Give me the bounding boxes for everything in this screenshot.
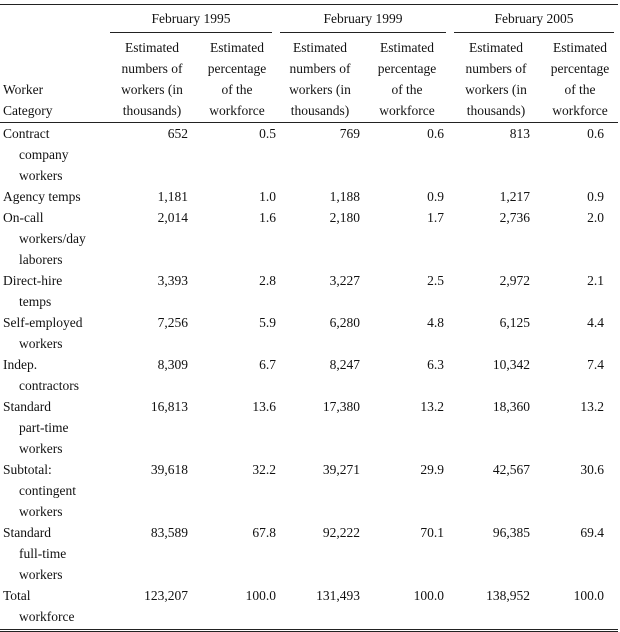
col-header-line: Estimated (125, 40, 179, 55)
col-header-line: thousands) (466, 103, 526, 118)
cell-percent: 2.5 (427, 273, 444, 288)
table-row (0, 459, 618, 522)
cell-percent: 0.6 (427, 126, 444, 141)
cell-count: 3,227 (329, 273, 360, 288)
cell-percent: 100.0 (413, 588, 444, 603)
col-header-line: workforce (379, 103, 435, 118)
row-label-line: Standard (3, 399, 51, 414)
workforce-table (0, 4, 618, 632)
group-label: February 1995 (151, 11, 231, 26)
row-label (0, 123, 106, 186)
cell-count: 813 (509, 126, 530, 141)
row-label (0, 312, 106, 354)
cell-percent: 7.4 (587, 357, 604, 372)
table-row (0, 186, 618, 207)
cell-count: 6,280 (329, 315, 360, 330)
row-label (0, 585, 106, 627)
cell-percent: 69.4 (580, 525, 604, 540)
row-label-line: workers/day (19, 231, 86, 246)
cell-percent: 4.4 (587, 315, 604, 330)
cell-count: 42,567 (492, 462, 530, 477)
cell-percent: 13.2 (420, 399, 444, 414)
table-row (0, 123, 618, 186)
cell-count: 2,736 (499, 210, 530, 225)
cell-count: 652 (167, 126, 188, 141)
cell-percent: 1.7 (427, 210, 444, 225)
cell-percent: 4.8 (427, 315, 444, 330)
col-header-line: numbers of (121, 61, 183, 76)
row-label (0, 354, 106, 396)
col-header-count (106, 37, 198, 121)
cell-count: 39,618 (150, 462, 188, 477)
table-body (0, 123, 618, 627)
cell-percent: 6.7 (259, 357, 276, 372)
table-row (0, 585, 618, 627)
row-label-line: workers (19, 168, 63, 183)
cell-percent: 32.2 (252, 462, 276, 477)
row-label-line: workers (19, 567, 63, 582)
cell-count: 92,222 (322, 525, 360, 540)
col-header-line: percentage (550, 61, 610, 76)
table-row (0, 270, 618, 312)
col-header-line: of the (221, 82, 253, 97)
cell-count: 131,493 (316, 588, 360, 603)
row-label-line: part-time (19, 420, 69, 435)
row-label-line: laborers (19, 252, 63, 267)
cell-count: 1,188 (329, 189, 360, 204)
col-header-count (450, 37, 542, 121)
cell-percent: 2.1 (587, 273, 604, 288)
cell-count: 8,247 (329, 357, 360, 372)
cell-count: 1,181 (157, 189, 188, 204)
cell-count: 8,309 (157, 357, 188, 372)
cell-count: 138,952 (486, 588, 530, 603)
cell-percent: 13.6 (252, 399, 276, 414)
col-header-line: of the (564, 82, 596, 97)
cell-count: 16,813 (150, 399, 188, 414)
table-row (0, 312, 618, 354)
col-header-line: workforce (552, 103, 608, 118)
cell-count: 6,125 (499, 315, 530, 330)
table-row (0, 354, 618, 396)
cell-count: 769 (339, 126, 360, 141)
group-label: February 1999 (323, 11, 403, 26)
col-header-line: workforce (209, 103, 265, 118)
group-underline (110, 32, 272, 33)
row-header-cell (0, 79, 106, 121)
row-label (0, 396, 106, 459)
cell-percent: 0.6 (587, 126, 604, 141)
row-header-line: Category (3, 103, 53, 118)
row-label-line: Self-employed (3, 315, 83, 330)
row-label-line: workers (19, 504, 63, 519)
cell-count: 10,342 (492, 357, 530, 372)
row-label-line: full-time (19, 546, 67, 561)
column-header-row (0, 33, 618, 121)
col-header-line: Estimated (469, 40, 523, 55)
cell-count: 18,360 (492, 399, 530, 414)
cell-percent: 2.8 (259, 273, 276, 288)
col-header-line: of the (391, 82, 423, 97)
row-label-line: On-call (3, 210, 44, 225)
cell-percent: 1.6 (259, 210, 276, 225)
col-header-line: Estimated (210, 40, 264, 55)
cell-percent: 6.3 (427, 357, 444, 372)
cell-count: 2,014 (157, 210, 188, 225)
cell-percent: 29.9 (420, 462, 444, 477)
group-underline (280, 32, 446, 33)
cell-count: 7,256 (157, 315, 188, 330)
cell-percent: 70.1 (420, 525, 444, 540)
cell-count: 2,180 (329, 210, 360, 225)
cell-percent: 67.8 (252, 525, 276, 540)
col-header-line: numbers of (465, 61, 527, 76)
cell-percent: 1.0 (259, 189, 276, 204)
row-label-line: Standard (3, 525, 51, 540)
col-header-line: Estimated (380, 40, 434, 55)
col-header-line: thousands) (290, 103, 350, 118)
row-label-line: Subtotal: (3, 462, 52, 477)
row-label-line: Agency temps (3, 189, 81, 204)
col-header-count (276, 37, 364, 121)
cell-percent: 30.6 (580, 462, 604, 477)
cell-percent: 0.9 (427, 189, 444, 204)
cell-count: 96,385 (492, 525, 530, 540)
group-header-1995 (106, 5, 276, 33)
col-header-line: Estimated (553, 40, 607, 55)
cell-count: 17,380 (322, 399, 360, 414)
col-header-percent (198, 37, 276, 121)
row-label-line: workers (19, 336, 63, 351)
row-label-line: Total (3, 588, 31, 603)
row-label-line: Direct-hire (3, 273, 63, 288)
row-label (0, 186, 106, 207)
col-header-line: thousands) (122, 103, 182, 118)
cell-percent: 0.5 (259, 126, 276, 141)
cell-percent: 100.0 (573, 588, 604, 603)
col-header-line: Estimated (293, 40, 347, 55)
group-header-2005 (450, 5, 618, 33)
cell-count: 39,271 (322, 462, 360, 477)
row-label-line: workforce (19, 609, 75, 624)
row-label-line: contingent (19, 483, 76, 498)
col-header-line: percentage (207, 61, 267, 76)
table-row (0, 207, 618, 270)
cell-count: 3,393 (157, 273, 188, 288)
row-label-line: temps (19, 294, 52, 309)
row-header-line: Worker (3, 82, 44, 97)
cell-count: 2,972 (499, 273, 530, 288)
row-label-line: Indep. (3, 357, 38, 372)
group-label: February 2005 (494, 11, 574, 26)
col-header-line: workers (in (289, 82, 351, 97)
row-label-line: workers (19, 441, 63, 456)
cell-count: 83,589 (150, 525, 188, 540)
cell-percent: 100.0 (245, 588, 276, 603)
cell-percent: 5.9 (259, 315, 276, 330)
row-label (0, 207, 106, 270)
row-label (0, 270, 106, 312)
col-header-percent (542, 37, 618, 121)
cell-count: 123,207 (144, 588, 188, 603)
col-header-line: numbers of (289, 61, 351, 76)
row-label (0, 459, 106, 522)
cell-percent: 13.2 (580, 399, 604, 414)
col-header-line: workers (in (465, 82, 527, 97)
row-label-line: contractors (19, 378, 79, 393)
cell-percent: 0.9 (587, 189, 604, 204)
col-header-percent (364, 37, 450, 121)
row-label-line: company (19, 147, 69, 162)
row-label (0, 522, 106, 585)
group-header-row (0, 5, 618, 33)
col-header-line: percentage (377, 61, 437, 76)
cell-percent: 2.0 (587, 210, 604, 225)
group-underline (454, 32, 614, 33)
cell-count: 1,217 (499, 189, 530, 204)
group-header-1999 (276, 5, 450, 33)
col-header-line: workers (in (121, 82, 183, 97)
table-row (0, 522, 618, 585)
row-label-line: Contract (3, 126, 50, 141)
table-row (0, 396, 618, 459)
